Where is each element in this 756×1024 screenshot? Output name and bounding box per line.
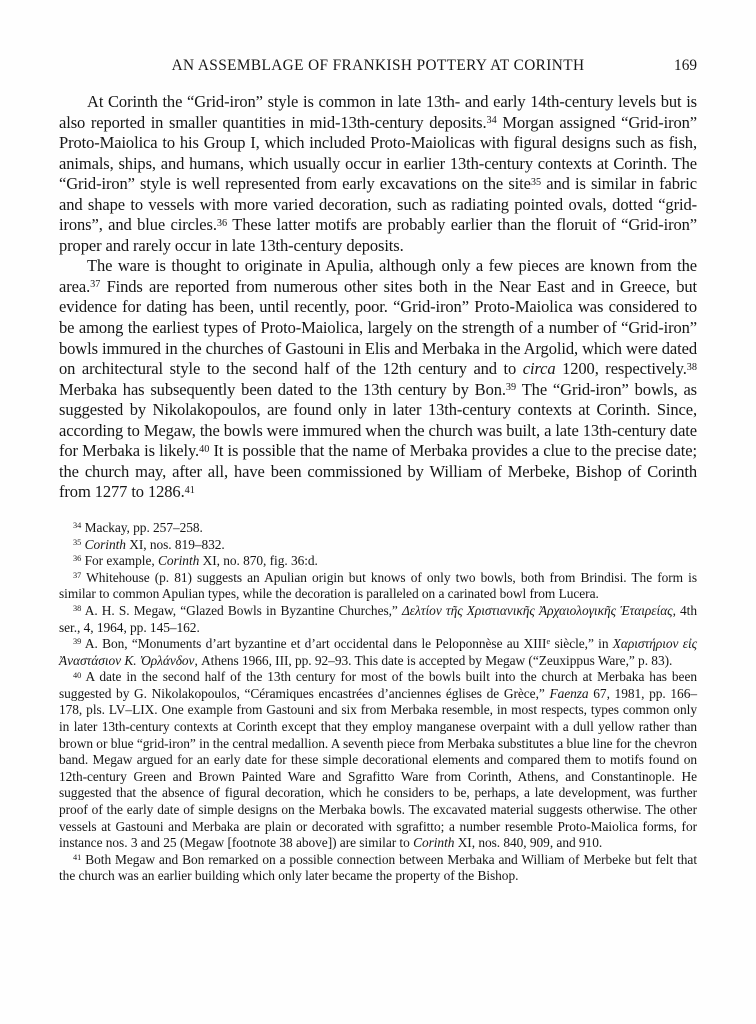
text-run: A. H. S. Megaw, “Glazed Bowls in Byzantine Churches,” xyxy=(81,602,402,618)
footnote xyxy=(59,603,697,636)
text-run: Faenza xyxy=(549,685,589,701)
text-run: For example, xyxy=(81,553,158,569)
body-paragraph xyxy=(59,256,697,503)
footnote xyxy=(59,852,697,885)
text-run: A date in the second half of the 13th century for most of the bowls built into the church at Merbaka has been suggested by G. Nikolakopoulos, “Céramiques encastrées d’anciennes églises de Grèce,” xyxy=(59,669,697,701)
footnote-ref: 40 xyxy=(199,443,210,455)
footnote-ref: 39 xyxy=(505,382,517,394)
text-run: Mackay, pp. 257–258. xyxy=(81,519,203,535)
running-head-title: AN ASSEMBLAGE OF FRANKISH POTTERY AT CORINTH xyxy=(171,57,585,74)
text-run: At Corinth the “Grid-iron” style is common in late 13th- and early 14th-century levels but is also reported in smaller quantities in mid-13th-century deposits. xyxy=(59,92,697,132)
footnote xyxy=(59,553,697,570)
text-run: , 4th ser., 4, 1964, pp. 145–162. xyxy=(59,602,697,635)
footnote-ref: 34 xyxy=(486,114,497,126)
text-run: Morgan assigned “Grid-iron” Proto-Maiolica to his Group I, which included Proto-Maiolicas with figural designs such as fish, animals, ships, and humans, which usually occur in earlier 13th-century contexts at Corinth. The “Grid-iron” style is well represented from early excavations on the site xyxy=(59,112,697,194)
text-run: These latter motifs are probably earlier than the floruit of “Grid-iron” proper and rarely occur in late 13th-century deposits. xyxy=(59,215,697,255)
running-head xyxy=(59,57,697,74)
page-number: 169 xyxy=(674,57,697,74)
text-run: Corinth xyxy=(84,536,126,552)
text-run: XI, no. 870, fig. 36:d. xyxy=(199,553,318,569)
footnote-ref: 41 xyxy=(184,484,195,496)
footnote-ref: 34 xyxy=(73,521,82,531)
text-run: Finds are reported from numerous other sites both in the Near East and in Greece, but evidence for dating has been, until recently, poor. “Grid-iron” Proto-Maiolica was considered to be among the earliest types of Proto-Maiolica, largely on the strength of a number of “Grid-iron” bowls immured in the churches of Gastouni in Elis and Merbaka in the Argolid, which were dated on architectural style to the second half of the 12th century and to xyxy=(59,276,697,379)
text-run: circa xyxy=(522,359,556,379)
footnote-ref: 40 xyxy=(73,670,82,680)
text-run: Χαριστήριον εἰς Ἀναστάσιον Κ. Ὀρλάνδον xyxy=(59,636,697,668)
text-run: siècle,” in xyxy=(550,636,613,652)
text-run: and is similar in fabric and shape to vessels with more varied decoration, such as radiating pointed ovals, dotted “grid-irons”, and blue circles. xyxy=(59,174,697,235)
text-run: Both Megaw and Bon remarked on a possible connection between Merbaka and William of Merbeke but felt that the church was an earlier building which only later became the property of the Bishop. xyxy=(59,851,697,884)
footnote-ref: 39 xyxy=(73,637,82,647)
text-run: Whitehouse (p. 81) suggests an Apulian origin but knows of only two bowls, both from Brindisi. The form is similar to common Apulian types, while the decoration is paralleled on a carinated bowl from Lucera. xyxy=(59,569,697,602)
footnote-ref: 38 xyxy=(686,361,697,373)
text-run: The ware is thought to originate in Apulia, although only a few pieces are known from the area. xyxy=(59,256,697,296)
footnote xyxy=(59,636,697,669)
footnotes-section xyxy=(59,520,697,885)
footnote-ref: e xyxy=(546,637,551,647)
footnote-ref: 36 xyxy=(216,217,228,229)
text-run: Δελτίον τῆς Χριστιανικῆς Ἀρχαιολογικῆς Ἑταιρείας xyxy=(401,602,673,618)
text-run: It is possible that the name of Merbaka provides a clue to the precise date; the church may, after all, have been commissioned by William of Merbeke, Bishop of Corinth from 1277 to 1286. xyxy=(59,441,697,502)
page-content xyxy=(59,57,697,885)
text-run: Corinth xyxy=(413,835,455,851)
text-run: Corinth xyxy=(157,553,200,569)
text-run: XI, nos. 819–832. xyxy=(125,536,225,552)
footnote-ref: 35 xyxy=(530,176,542,188)
text-run: XI, nos. 840, 909, and 910. xyxy=(454,835,603,851)
footnote-ref: 38 xyxy=(73,604,82,614)
footnote-ref: 37 xyxy=(73,570,82,580)
footnote-ref: 41 xyxy=(73,853,82,863)
footnote xyxy=(59,537,697,554)
text-run: , Athens 1966, III, pp. 92–93. This date is accepted by Megaw (“Zeuxippus Ware,” p. 83). xyxy=(194,652,673,668)
body-paragraph xyxy=(59,92,697,256)
text-run: The “Grid-iron” bowls, as suggested by Nikolakopoulos, are found only in later 13th-century contexts at Corinth. Since, according to Megaw, the bowls were immured when the church was built, a late 13th-century date for Merbaka is likely. xyxy=(59,379,697,461)
footnote xyxy=(59,669,697,852)
footnote-ref: 36 xyxy=(73,554,82,564)
text-run: 67, 1981, pp. 166–178, pls. LV–LIX. One example from Gastouni and six from Merbaka resemble, in most respects, types common only in later 13th-century contexts at Corinth except that they employ manganese overpaint with a dull yellow rather than brown or blue “grid-iron” in the central medallion. A seventh piece from Merbaka substitutes a blue line for the chevron band. Megaw argued for an early date for these simple decorational elements and compared them to motifs found on 12th-century Green and Brown Painted Ware and Sgrafitto Ware from Corinth, Athens, and Constantinople. He suggested that the absence of figural decoration, which he considers to be, perhaps, a late development, was further proof of the early date of simple designs on the Merbaka bowls. The excavated material suggests otherwise. The other vessels at Gastouni and Merbaka are plain or decorated with sgrafitto; a number resemble Proto-Maiolica forms, for instance nos. 3 and 25 (Megaw [footnote 38 above]) are similar to xyxy=(59,685,697,851)
footnote-ref: 35 xyxy=(73,537,82,547)
text-run: 1200, respectively. xyxy=(555,359,687,379)
article-body xyxy=(59,92,697,503)
footnote xyxy=(59,520,697,537)
text-run: Merbaka has subsequently been dated to the 13th century by Bon. xyxy=(59,379,506,399)
footnote xyxy=(59,570,697,603)
text-run: A. Bon, “Monuments d’art byzantine et d’art occidental dans le Peloponnèse au XIII xyxy=(81,636,547,652)
footnote-ref: 37 xyxy=(90,279,101,291)
